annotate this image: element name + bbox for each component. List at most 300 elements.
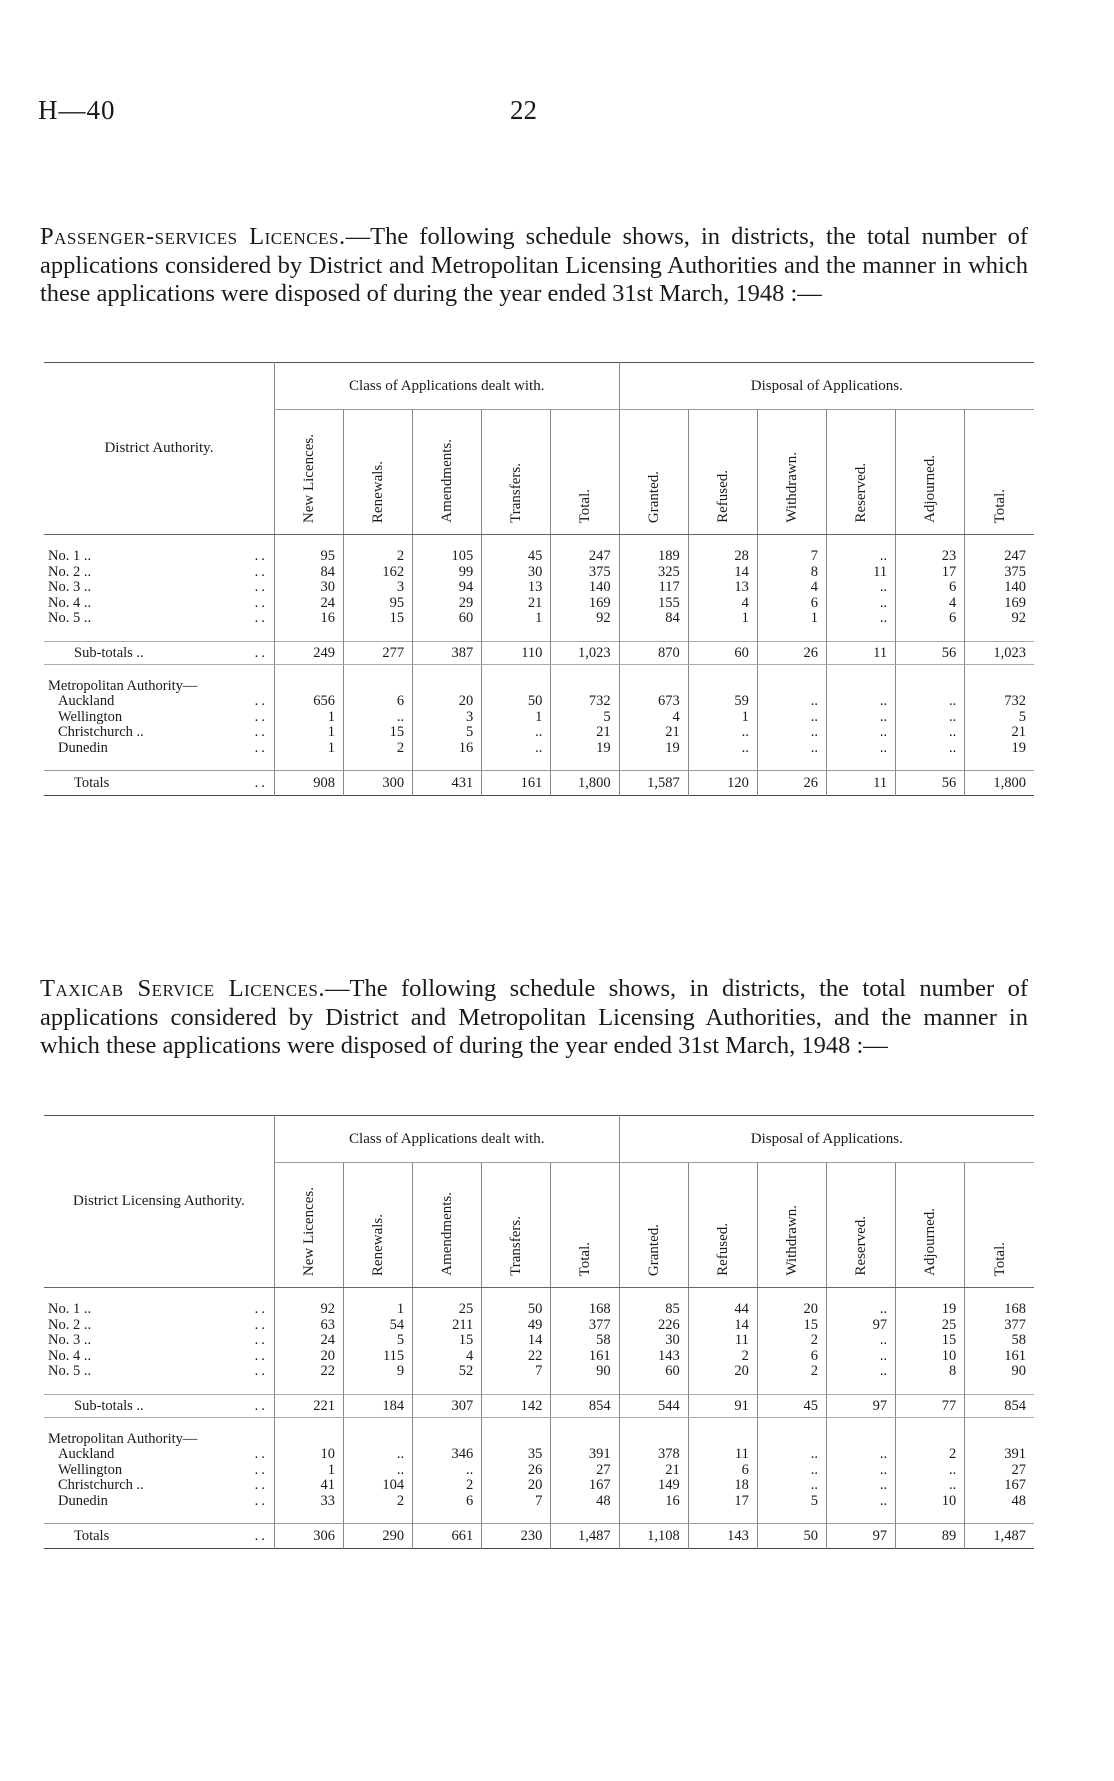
row-label: No. 5 .. xyxy=(48,1363,92,1379)
table-cell: 656 xyxy=(274,694,343,710)
table-cell: 18 xyxy=(688,1478,757,1494)
table-cell: 8 xyxy=(896,1364,965,1380)
table-cell: 92 xyxy=(551,611,619,627)
table-cell: 63 xyxy=(274,1318,343,1334)
table-cell: .. xyxy=(344,1447,413,1463)
column-header xyxy=(344,410,413,535)
table-cell: .. xyxy=(344,1463,413,1479)
table-cell: 6 xyxy=(896,611,965,627)
table-cell: .. xyxy=(826,725,895,741)
table-cell: 33 xyxy=(274,1494,343,1510)
table-cell: 870 xyxy=(619,641,688,664)
row-label: Christchurch .. xyxy=(58,724,144,740)
table-cell: 95 xyxy=(274,549,343,565)
table-cell: .. xyxy=(826,1494,895,1510)
table-cell: 346 xyxy=(413,1447,482,1463)
table-cell: 27 xyxy=(551,1463,619,1479)
table-cell: 6 xyxy=(757,1349,826,1365)
table-cell: 377 xyxy=(965,1318,1034,1334)
table-cell: 15 xyxy=(344,725,413,741)
row-label: No. 3 .. xyxy=(48,1332,92,1348)
table-cell: .. xyxy=(757,1463,826,1479)
table-cell: 277 xyxy=(344,641,413,664)
table-cell: .. xyxy=(896,1463,965,1479)
table-cell: .. xyxy=(688,725,757,741)
section-lead-taxicab: Taxicab Service Licences. xyxy=(40,975,326,1002)
table-cell: .. xyxy=(826,1478,895,1494)
column-header xyxy=(688,410,757,535)
column-header xyxy=(482,410,551,535)
group-header-disposal: Disposal of Applications. xyxy=(619,363,1034,410)
table-cell: 732 xyxy=(551,694,619,710)
table-cell: 391 xyxy=(965,1447,1034,1463)
table-cell: 375 xyxy=(551,565,619,581)
table-cell: 59 xyxy=(688,694,757,710)
leader-dots: .. xyxy=(254,1363,268,1379)
column-header-label: Refused. xyxy=(714,1223,731,1276)
table-cell: 4 xyxy=(413,1349,482,1365)
district-row xyxy=(44,1349,1034,1365)
column-header xyxy=(757,1163,826,1288)
table-cell: 92 xyxy=(965,611,1034,627)
table-cell: 26 xyxy=(757,771,826,796)
table-cell: .. xyxy=(482,741,551,757)
column-header-label: Total. xyxy=(991,488,1008,523)
table-cell: 9 xyxy=(344,1364,413,1380)
row-label: No. 1 .. xyxy=(48,1301,92,1317)
table-cell: 11 xyxy=(826,641,895,664)
table-cell: 661 xyxy=(413,1524,482,1549)
column-header xyxy=(826,1163,895,1288)
row-label: Dunedin xyxy=(58,1492,108,1509)
table-cell: 19 xyxy=(551,741,619,757)
table-cell: 90 xyxy=(965,1364,1034,1380)
column-header xyxy=(965,1163,1034,1288)
table-cell: 1,800 xyxy=(965,771,1034,796)
leader-dots: .. xyxy=(254,1332,268,1348)
totals-row xyxy=(44,771,1034,796)
table-cell: 117 xyxy=(619,580,688,596)
table-cell: 375 xyxy=(965,565,1034,581)
leader-dots: .. xyxy=(254,1347,268,1364)
row-label: Dunedin xyxy=(58,739,108,756)
table-cell: 26 xyxy=(482,1463,551,1479)
column-header-label: Amendments. xyxy=(439,439,456,523)
leader-dots: .. xyxy=(254,594,268,611)
column-header xyxy=(551,410,619,535)
table-cell: .. xyxy=(757,741,826,757)
metro-row xyxy=(44,1478,1034,1494)
table-cell: 21 xyxy=(551,725,619,741)
table-cell: 2 xyxy=(757,1333,826,1349)
row-label: No. 4 .. xyxy=(48,1347,92,1364)
table-cell: 221 xyxy=(274,1394,343,1417)
table-cell: 15 xyxy=(413,1333,482,1349)
table-cell: 20 xyxy=(482,1478,551,1494)
table-cell: 5 xyxy=(965,710,1034,726)
table-cell: 110 xyxy=(482,641,551,664)
table-cell: 54 xyxy=(344,1318,413,1334)
table-cell: 1 xyxy=(274,741,343,757)
table-cell: 56 xyxy=(896,771,965,796)
column-header-label: Reserved. xyxy=(853,1216,870,1276)
table-cell: 11 xyxy=(826,771,895,796)
table-cell: 143 xyxy=(688,1524,757,1549)
table-cell: 161 xyxy=(965,1349,1034,1365)
column-header xyxy=(413,1163,482,1288)
table-cell: 5 xyxy=(757,1494,826,1510)
table-cell: 58 xyxy=(965,1333,1034,1349)
column-header-label: Renewals. xyxy=(370,460,387,523)
table-cell: .. xyxy=(688,741,757,757)
column-header-label: Renewals. xyxy=(370,1213,387,1276)
table-cell: .. xyxy=(757,710,826,726)
metro-row xyxy=(44,1494,1034,1510)
table-cell: 230 xyxy=(482,1524,551,1549)
column-header xyxy=(551,1163,619,1288)
table-cell: 30 xyxy=(274,580,343,596)
row-label: No. 1 .. xyxy=(48,548,92,564)
table-cell: 26 xyxy=(757,641,826,664)
table-cell: 50 xyxy=(482,694,551,710)
table-cell: 17 xyxy=(688,1494,757,1510)
row-label: Sub-totals .. xyxy=(74,644,144,661)
column-header xyxy=(896,1163,965,1288)
table-cell: 169 xyxy=(965,596,1034,612)
column-header-label: Total. xyxy=(577,488,593,523)
table-cell: 60 xyxy=(688,641,757,664)
table-cell: 155 xyxy=(619,596,688,612)
table-cell: .. xyxy=(757,1447,826,1463)
table-cell: 15 xyxy=(757,1318,826,1334)
column-header xyxy=(965,410,1034,535)
table-cell: 20 xyxy=(757,1302,826,1318)
column-header-label: Total. xyxy=(577,1241,593,1276)
table-cell: 1 xyxy=(274,710,343,726)
table-cell: 10 xyxy=(896,1494,965,1510)
table-cell: 35 xyxy=(482,1447,551,1463)
column-header xyxy=(896,410,965,535)
column-header-label: Total. xyxy=(991,1241,1008,1276)
table-cell: 391 xyxy=(551,1447,619,1463)
table-cell: 247 xyxy=(965,549,1034,565)
subtotal-row xyxy=(44,641,1034,664)
table-cell: .. xyxy=(896,725,965,741)
district-row xyxy=(44,580,1034,596)
table-cell: .. xyxy=(826,596,895,612)
table-cell: 377 xyxy=(551,1318,619,1334)
leader-dots: .. xyxy=(254,775,268,791)
table-cell: 21 xyxy=(619,725,688,741)
table-cell: 184 xyxy=(344,1394,413,1417)
table-cell: 1,800 xyxy=(551,771,619,796)
table-cell: 161 xyxy=(482,771,551,796)
table-cell: 169 xyxy=(551,596,619,612)
table-cell: 1 xyxy=(482,710,551,726)
table-cell: 90 xyxy=(551,1364,619,1380)
table-cell: 4 xyxy=(688,596,757,612)
column-header-label: Granted. xyxy=(645,1223,662,1276)
table-cell: 45 xyxy=(482,549,551,565)
table-cell: .. xyxy=(344,710,413,726)
row-label: No. 2 .. xyxy=(48,563,92,580)
table-cell: 91 xyxy=(688,1394,757,1417)
table-cell: 908 xyxy=(274,771,343,796)
table-cell: 50 xyxy=(482,1302,551,1318)
table-cell: 307 xyxy=(413,1394,482,1417)
row-label: No. 4 .. xyxy=(48,594,92,611)
table-cell: 97 xyxy=(826,1394,895,1417)
table-cell: .. xyxy=(413,1463,482,1479)
group-header-disposal: Disposal of Applications. xyxy=(619,1116,1034,1163)
table-cell: .. xyxy=(826,611,895,627)
row-header: District Licensing Authority. xyxy=(44,1116,274,1288)
district-row xyxy=(44,549,1034,565)
table-cell: 50 xyxy=(757,1524,826,1549)
table-cell: 60 xyxy=(413,611,482,627)
table-cell: 23 xyxy=(896,549,965,565)
table-cell: 16 xyxy=(274,611,343,627)
table-cell: 25 xyxy=(896,1318,965,1334)
passenger-services-table xyxy=(44,362,1034,796)
table-cell: .. xyxy=(826,1349,895,1365)
table-cell: 25 xyxy=(413,1302,482,1318)
leader-dots: .. xyxy=(254,1446,268,1462)
table-cell: 2 xyxy=(344,549,413,565)
table-cell: 142 xyxy=(482,1394,551,1417)
group-header-class: Class of Applications dealt with. xyxy=(274,1116,619,1163)
table-cell: 306 xyxy=(274,1524,343,1549)
table-cell: 6 xyxy=(757,596,826,612)
table-cell: 140 xyxy=(551,580,619,596)
table-cell: 14 xyxy=(482,1333,551,1349)
table-cell: 1 xyxy=(274,725,343,741)
table-cell: 1 xyxy=(688,710,757,726)
metro-row xyxy=(44,1463,1034,1479)
table-cell: 5 xyxy=(413,725,482,741)
column-header-label: Granted. xyxy=(645,470,662,523)
leader-dots: .. xyxy=(254,548,268,564)
table-cell: 1 xyxy=(688,611,757,627)
section-lead-passenger: Passenger-services Licences. xyxy=(40,223,346,250)
leader-dots: .. xyxy=(254,563,268,580)
row-label: Christchurch .. xyxy=(58,1477,144,1493)
table-cell: 56 xyxy=(896,641,965,664)
table-cell: 544 xyxy=(619,1394,688,1417)
column-header-label: Refused. xyxy=(714,470,731,523)
table-cell: 14 xyxy=(688,565,757,581)
table-cell: 1,487 xyxy=(965,1524,1034,1549)
table-cell: 247 xyxy=(551,549,619,565)
row-label: Auckland xyxy=(58,1446,115,1462)
table-cell: 19 xyxy=(965,741,1034,757)
table-cell: 11 xyxy=(826,565,895,581)
table-cell: 16 xyxy=(413,741,482,757)
table-cell: 84 xyxy=(274,565,343,581)
table-cell: 854 xyxy=(965,1394,1034,1417)
table-cell: .. xyxy=(826,549,895,565)
table-cell: 387 xyxy=(413,641,482,664)
table-cell: 290 xyxy=(344,1524,413,1549)
metro-row xyxy=(44,725,1034,741)
row-label: No. 2 .. xyxy=(48,1316,92,1333)
row-label: Totals xyxy=(74,1528,110,1544)
table-cell: 77 xyxy=(896,1394,965,1417)
table-cell: 20 xyxy=(413,694,482,710)
table-cell: 1 xyxy=(482,611,551,627)
column-header-label: Withdrawn. xyxy=(783,1205,800,1276)
table-cell: .. xyxy=(896,710,965,726)
table-cell: 167 xyxy=(965,1478,1034,1494)
table-cell: 58 xyxy=(551,1333,619,1349)
table-cell: 19 xyxy=(619,741,688,757)
table-cell: 45 xyxy=(757,1394,826,1417)
row-label: Totals xyxy=(74,775,110,791)
column-header xyxy=(757,410,826,535)
table-cell: 15 xyxy=(896,1333,965,1349)
table-cell: 1,108 xyxy=(619,1524,688,1549)
table-cell: .. xyxy=(826,1333,895,1349)
table-cell: .. xyxy=(896,741,965,757)
table-cell: 854 xyxy=(551,1394,619,1417)
table-cell: 97 xyxy=(826,1524,895,1549)
leader-dots: .. xyxy=(254,644,268,661)
metro-row xyxy=(44,741,1034,757)
table-cell: 99 xyxy=(413,565,482,581)
table-cell: 4 xyxy=(757,580,826,596)
column-header xyxy=(274,1163,343,1288)
table-cell: 29 xyxy=(413,596,482,612)
district-row xyxy=(44,1318,1034,1334)
column-header xyxy=(482,1163,551,1288)
table-cell: 168 xyxy=(551,1302,619,1318)
table-cell: 21 xyxy=(482,596,551,612)
table-cell: 22 xyxy=(482,1349,551,1365)
table-cell: 28 xyxy=(688,549,757,565)
row-label: Wellington xyxy=(58,1461,123,1478)
table-cell: .. xyxy=(826,1364,895,1380)
page-number: 22 xyxy=(510,95,537,125)
table-cell: 4 xyxy=(619,710,688,726)
table-cell: 2 xyxy=(757,1364,826,1380)
district-row xyxy=(44,596,1034,612)
district-row xyxy=(44,611,1034,627)
schedule-table xyxy=(44,362,1034,796)
column-header xyxy=(826,410,895,535)
taxicab-service-table xyxy=(44,1115,1034,1549)
table-cell: 94 xyxy=(413,580,482,596)
table-cell: 5 xyxy=(344,1333,413,1349)
column-header-label: New Licences. xyxy=(300,1186,317,1276)
table-cell: 10 xyxy=(274,1447,343,1463)
column-header-label: Transfers. xyxy=(508,463,525,523)
table-cell: 22 xyxy=(274,1364,343,1380)
table-cell: 15 xyxy=(344,611,413,627)
table-cell: .. xyxy=(896,694,965,710)
leader-dots: .. xyxy=(254,1301,268,1317)
table-cell: 11 xyxy=(688,1447,757,1463)
table-cell: 84 xyxy=(619,611,688,627)
table-cell: 2 xyxy=(344,1494,413,1510)
table-cell: 161 xyxy=(551,1349,619,1365)
table-cell: 24 xyxy=(274,1333,343,1349)
table-cell: 6 xyxy=(688,1463,757,1479)
table-cell: 49 xyxy=(482,1318,551,1334)
table-cell: 4 xyxy=(896,596,965,612)
table-cell: 1,023 xyxy=(551,641,619,664)
table-cell: 30 xyxy=(482,565,551,581)
leader-dots: .. xyxy=(254,1316,268,1333)
table-cell: 13 xyxy=(482,580,551,596)
table-cell: 6 xyxy=(413,1494,482,1510)
column-header-label: Adjourned. xyxy=(922,1208,939,1276)
table-cell: .. xyxy=(826,1463,895,1479)
leader-dots: .. xyxy=(254,610,268,626)
table-cell: .. xyxy=(826,710,895,726)
table-cell: 149 xyxy=(619,1478,688,1494)
metro-row xyxy=(44,710,1034,726)
table-cell: .. xyxy=(757,725,826,741)
table-cell: 140 xyxy=(965,580,1034,596)
table-cell: 48 xyxy=(551,1494,619,1510)
table-cell: 673 xyxy=(619,694,688,710)
row-label: Wellington xyxy=(58,708,123,725)
table-cell: 97 xyxy=(826,1318,895,1334)
leader-dots: .. xyxy=(254,1492,268,1509)
table-cell: 104 xyxy=(344,1478,413,1494)
table-cell: 89 xyxy=(896,1524,965,1549)
table-cell: 226 xyxy=(619,1318,688,1334)
table-cell: .. xyxy=(896,1478,965,1494)
table-cell: 2 xyxy=(413,1478,482,1494)
leader-dots: .. xyxy=(254,739,268,756)
metro-row xyxy=(44,1447,1034,1463)
table-cell: 3 xyxy=(413,710,482,726)
leader-dots: .. xyxy=(254,1528,268,1544)
table-cell: 105 xyxy=(413,549,482,565)
table-cell: 431 xyxy=(413,771,482,796)
table-cell: 10 xyxy=(896,1349,965,1365)
table-cell: .. xyxy=(826,580,895,596)
table-cell: 162 xyxy=(344,565,413,581)
table-cell: .. xyxy=(826,1447,895,1463)
table-cell: 325 xyxy=(619,565,688,581)
table-cell: 20 xyxy=(274,1349,343,1365)
row-label: Sub-totals .. xyxy=(74,1397,144,1414)
table-cell: 6 xyxy=(896,580,965,596)
row-header: District Authority. xyxy=(44,363,274,535)
section-paragraph-passenger xyxy=(40,223,1028,309)
table-cell: 44 xyxy=(688,1302,757,1318)
table-cell: 92 xyxy=(274,1302,343,1318)
section-paragraph-taxicab xyxy=(40,975,1028,1061)
table-cell: 3 xyxy=(344,580,413,596)
column-header-label: Adjourned. xyxy=(922,455,939,523)
table-cell: 7 xyxy=(482,1364,551,1380)
totals-row xyxy=(44,1524,1034,1549)
metro-heading: Metropolitan Authority— xyxy=(48,1430,198,1447)
table-cell: 378 xyxy=(619,1447,688,1463)
table-cell: 143 xyxy=(619,1349,688,1365)
row-label: Auckland xyxy=(58,693,115,709)
table-cell: 1,023 xyxy=(965,641,1034,664)
table-cell: 11 xyxy=(688,1333,757,1349)
table-cell: 211 xyxy=(413,1318,482,1334)
table-cell: 27 xyxy=(965,1463,1034,1479)
column-header-label: Withdrawn. xyxy=(783,452,800,523)
table-cell: 24 xyxy=(274,596,343,612)
column-header xyxy=(344,1163,413,1288)
